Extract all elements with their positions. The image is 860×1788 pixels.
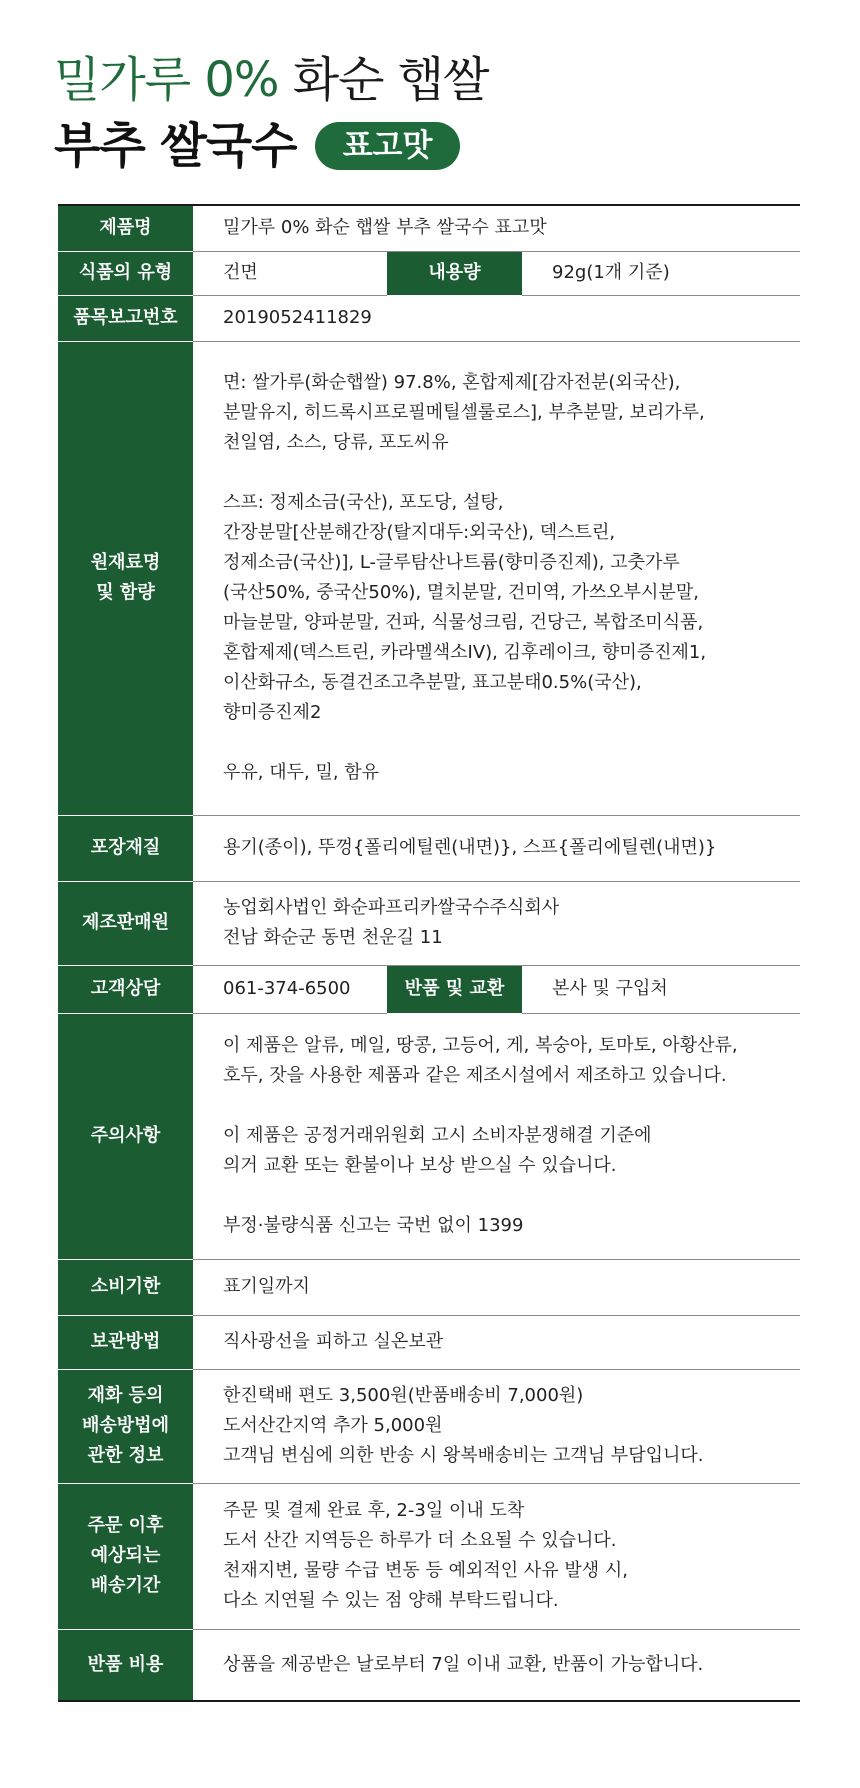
row-storage xyxy=(58,1315,800,1369)
caution-line: 호두, 잣을 사용한 제품과 같은 제조시설에서 제조하고 있습니다. xyxy=(223,1065,727,1086)
title-highlight: 밀가루 0% xyxy=(54,52,279,108)
value-ingredients xyxy=(193,341,800,815)
row-delivery-period xyxy=(58,1483,800,1629)
delivery-line: 주문 및 결제 완료 후, 2-3일 이내 도착 xyxy=(223,1500,525,1521)
ingredient-line: 마늘분말, 양파분말, 건파, 식물성크림, 건당근, 복합조미식품, xyxy=(223,612,704,633)
value-caution xyxy=(193,1013,800,1259)
value-storage: 직사광선을 피하고 실온보관 xyxy=(223,1331,444,1352)
ingredient-line: 스프: 정제소금(국산), 포도당, 설탕, xyxy=(223,492,504,513)
label-caution: 주의사항 xyxy=(58,1013,193,1259)
product-title: 부추 쌀국수 xyxy=(54,118,297,174)
label-manufacturer: 제조판매원 xyxy=(58,881,193,965)
row-customer-service xyxy=(58,965,800,1013)
value-customer-service: 061-374-6500 xyxy=(223,978,351,999)
product-info-table xyxy=(58,204,800,1702)
label-net-content: 내용량 xyxy=(387,251,522,295)
manufacturer-line: 전남 화순군 동면 천운길 11 xyxy=(223,927,443,948)
label-shipping-line: 재화 등의 xyxy=(87,1385,164,1406)
title-rest: 화순 햅쌀 xyxy=(292,52,489,108)
title-line1 xyxy=(54,48,834,112)
label-product-name: 제품명 xyxy=(58,205,193,251)
value-delivery-period xyxy=(193,1483,800,1629)
value-return-cost: 상품을 제공받은 날로부터 7일 이내 교환, 반품이 가능합니다. xyxy=(223,1653,704,1675)
row-food-type xyxy=(58,251,800,295)
ingredient-line: (국산50%, 중국산50%), 멸치분말, 건미역, 가쓰오부시분말, xyxy=(223,582,699,603)
label-delivery-line: 주문 이후 xyxy=(87,1515,164,1536)
row-shipping-info xyxy=(58,1369,800,1483)
label-shipping-line: 배송방법에 xyxy=(82,1415,169,1436)
label-shipping-line: 관한 정보 xyxy=(87,1445,164,1466)
label-customer-service: 고객상담 xyxy=(58,965,193,1013)
shipping-line: 한진택배 편도 3,500원(반품배송비 7,000원) xyxy=(223,1385,584,1406)
ingredient-line: 간장분말[산분해간장(탈지대두:외국산), 덱스트린, xyxy=(223,522,616,543)
caution-line: 이 제품은 공정거래위원회 고시 소비자분쟁해결 기준에 xyxy=(223,1125,652,1146)
allergy-line: 우유, 대두, 밀, 함유 xyxy=(223,762,380,783)
label-shipping-info xyxy=(58,1369,193,1483)
flavor-badge: 표고맛 xyxy=(315,122,461,170)
label-ingredients xyxy=(58,341,193,815)
row-report-number xyxy=(58,295,800,341)
label-return-cost: 반품 비용 xyxy=(58,1629,193,1701)
value-report-number: 2019052411829 xyxy=(223,307,372,328)
delivery-line: 다소 지연될 수 있는 점 양해 부탁드립니다. xyxy=(223,1590,559,1611)
label-packaging: 포장재질 xyxy=(58,815,193,881)
value-shipping-info xyxy=(193,1369,800,1483)
caution-line: 부정·불량식품 신고는 국번 없이 1399 xyxy=(223,1215,524,1236)
value-packaging: 용기(종이), 뚜껑{폴리에틸렌(내면)}, 스프{폴리에틸렌(내면)} xyxy=(223,837,717,858)
caution-line: 이 제품은 알류, 메일, 땅콩, 고등어, 게, 복숭아, 토마토, 아황산류, xyxy=(223,1035,738,1056)
row-ingredients xyxy=(58,341,800,815)
product-header xyxy=(54,48,834,178)
delivery-line: 도서 산간 지역등은 하루가 더 소요될 수 있습니다. xyxy=(223,1530,617,1551)
label-ingredients-line1: 원재료명 xyxy=(90,552,161,573)
shipping-line: 고객님 변심에 의한 반송 시 왕복배송비는 고객님 부담입니다. xyxy=(223,1445,704,1466)
row-caution xyxy=(58,1013,800,1259)
title-line2 xyxy=(54,114,834,178)
value-food-type: 건면 xyxy=(223,262,258,283)
row-manufacturer xyxy=(58,881,800,965)
ingredient-line: 혼합제제(덱스트린, 카라멜색소IV), 김후레이크, 향미증진제1, xyxy=(223,642,707,663)
caution-line: 의거 교환 또는 환불이나 보상 받으실 수 있습니다. xyxy=(223,1155,617,1176)
ingredient-line: 향미증진제2 xyxy=(223,702,322,723)
row-return-cost xyxy=(58,1629,800,1701)
manufacturer-line: 농업회사법인 화순파프리카쌀국수주식회사 xyxy=(223,897,560,918)
value-manufacturer xyxy=(193,881,800,965)
label-delivery-period xyxy=(58,1483,193,1629)
label-food-type: 식품의 유형 xyxy=(58,251,193,295)
ingredient-line: 분말유지, 히드록시프로필메틸셀룰로스], 부추분말, 보리가루, xyxy=(223,402,705,423)
value-expiry: 표기일까지 xyxy=(223,1276,310,1297)
value-return-exchange: 본사 및 구입처 xyxy=(552,978,668,999)
label-expiry: 소비기한 xyxy=(58,1259,193,1315)
label-ingredients-line2: 및 함량 xyxy=(96,582,155,603)
row-expiry xyxy=(58,1259,800,1315)
row-product-name xyxy=(58,205,800,251)
ingredient-line: 천일염, 소스, 당류, 포도씨유 xyxy=(223,432,449,453)
label-delivery-line: 배송기간 xyxy=(90,1575,161,1596)
label-report-number: 품목보고번호 xyxy=(58,295,193,341)
label-return-exchange: 반품 및 교환 xyxy=(387,965,522,1013)
ingredient-line: 정제소금(국산)], L-글루탐산나트륨(향미증진제), 고춧가루 xyxy=(223,552,680,573)
label-delivery-line: 예상되는 xyxy=(90,1545,161,1566)
delivery-line: 천재지변, 물량 수급 변동 등 예외적인 사유 발생 시, xyxy=(223,1560,628,1581)
value-net-content: 92g(1개 기준) xyxy=(552,262,670,283)
ingredient-line: 이산화규소, 동결건조고추분말, 표고분태0.5%(국산), xyxy=(223,672,642,693)
ingredient-line: 면: 쌀가루(화순햅쌀) 97.8%, 혼합제제[감자전분(외국산), xyxy=(223,372,681,393)
row-packaging xyxy=(58,815,800,881)
value-product-name: 밀가루 0% 화순 햅쌀 부추 쌀국수 표고맛 xyxy=(223,217,547,239)
label-storage: 보관방법 xyxy=(58,1315,193,1369)
shipping-line: 도서산간지역 추가 5,000원 xyxy=(223,1415,443,1436)
